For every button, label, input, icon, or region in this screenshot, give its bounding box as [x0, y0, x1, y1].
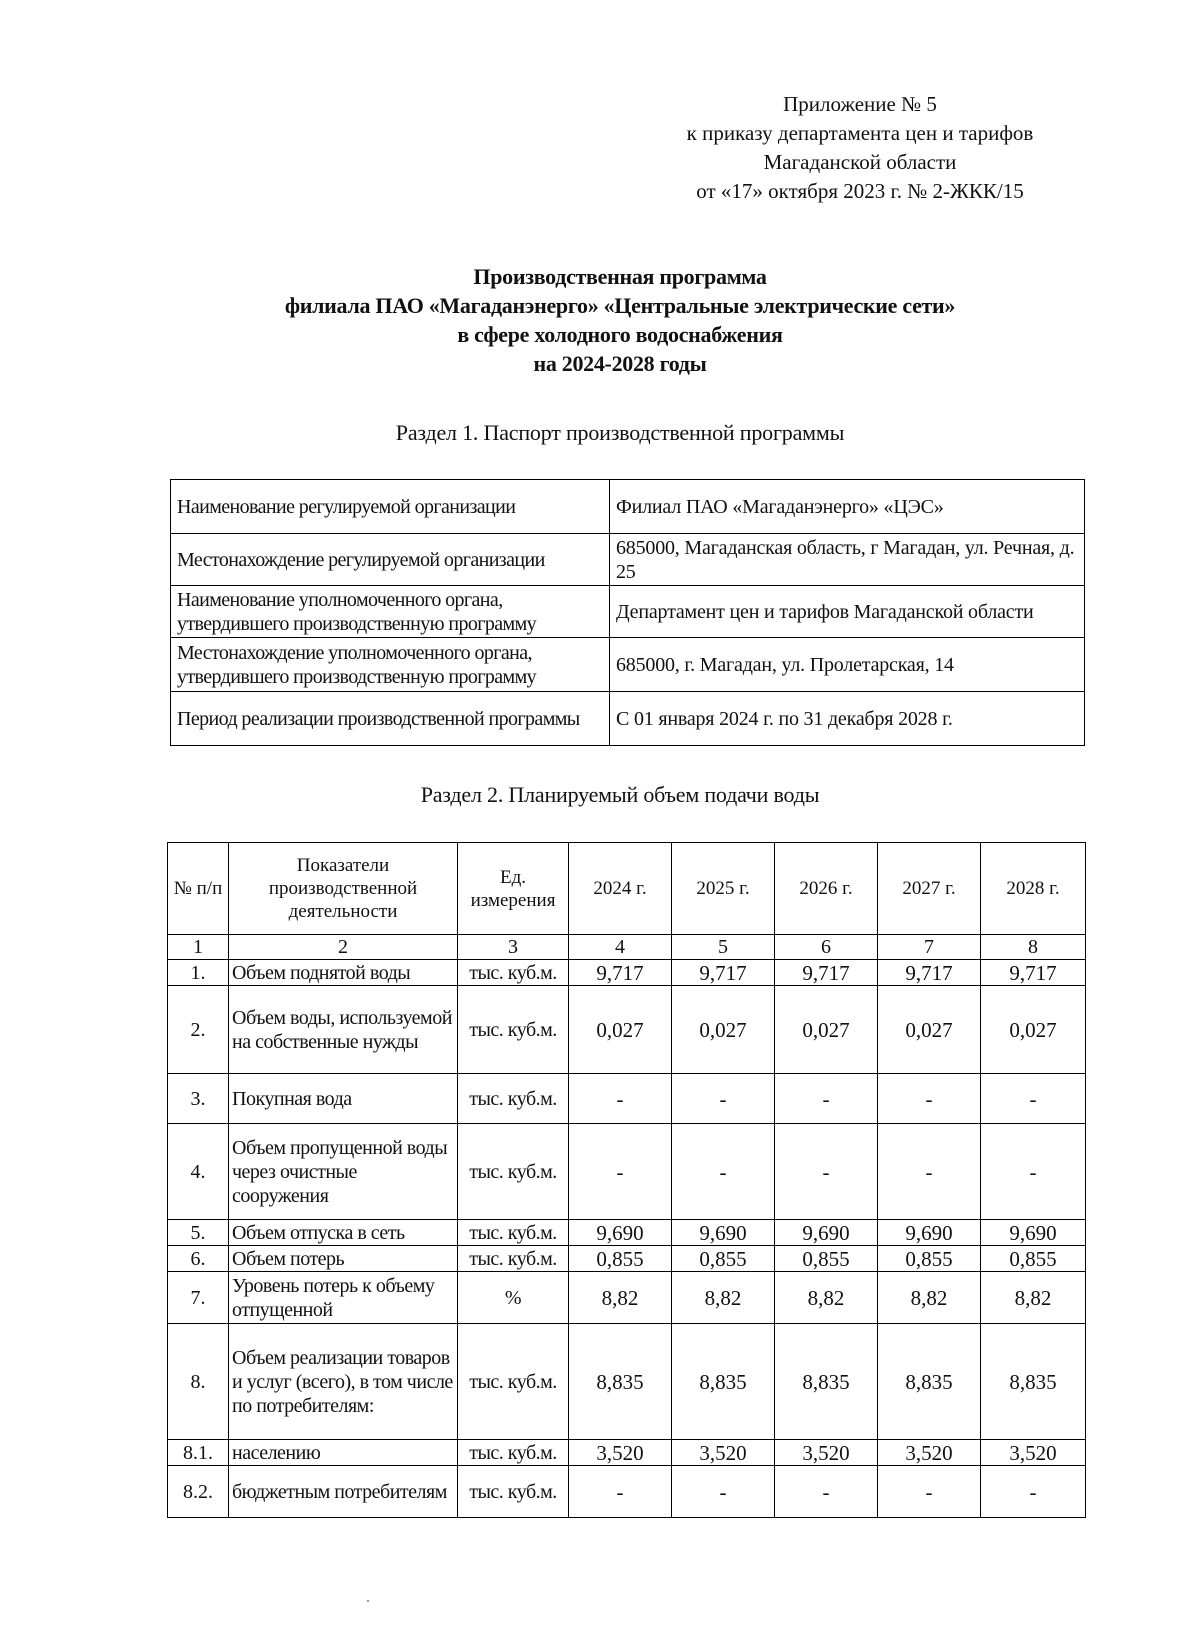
- table-row: [168, 960, 1086, 986]
- table-row: [168, 1466, 1086, 1518]
- row-value-2028: -: [981, 1124, 1086, 1220]
- title-line-2: филиала ПАО «Магаданэнерго» «Центральные электрические сети»: [284, 293, 956, 318]
- row-value-2025: 3,520: [672, 1440, 775, 1466]
- row-unit: тыс. куб.м.: [458, 1324, 569, 1440]
- column-number: 6: [775, 935, 878, 960]
- row-unit: тыс. куб.м.: [458, 986, 569, 1074]
- header-year-2024: 2024 г.: [569, 843, 672, 935]
- column-number: 5: [672, 935, 775, 960]
- row-value-2025: -: [672, 1466, 775, 1518]
- passport-row: [171, 638, 1085, 692]
- row-number: 8.1.: [168, 1440, 229, 1466]
- row-number: 5.: [168, 1220, 229, 1246]
- passport-value: Департамент цен и тарифов Магаданской области: [610, 586, 1085, 638]
- row-value-2025: 0,027: [672, 986, 775, 1074]
- row-value-2028: 9,717: [981, 960, 1086, 986]
- row-value-2028: -: [981, 1074, 1086, 1124]
- row-value-2028: 9,690: [981, 1220, 1086, 1246]
- row-number: 2.: [168, 986, 229, 1074]
- row-number: 8.: [168, 1324, 229, 1440]
- header-year-2025: 2025 г.: [672, 843, 775, 935]
- appendix-number: Приложение № 5: [783, 92, 937, 116]
- passport-value: 685000, г. Магадан, ул. Пролетарская, 14: [610, 638, 1085, 692]
- row-indicator: населению: [229, 1440, 458, 1466]
- row-number: 4.: [168, 1124, 229, 1220]
- header-unit: Ед. измерения: [458, 843, 569, 935]
- appendix-region: Магаданской области: [763, 150, 957, 174]
- section-2-heading: Раздел 2. Планируемый объем подачи воды: [420, 782, 820, 807]
- passport-value: С 01 января 2024 г. по 31 декабря 2028 г.: [610, 692, 1085, 746]
- appendix-block: [640, 90, 1080, 206]
- row-value-2028: 8,835: [981, 1324, 1086, 1440]
- table-row: [168, 1124, 1086, 1220]
- row-value-2028: 3,520: [981, 1440, 1086, 1466]
- passport-table: [170, 479, 1085, 746]
- row-value-2027: 3,520: [878, 1440, 981, 1466]
- column-number: 4: [569, 935, 672, 960]
- passport-value: Филиал ПАО «Магаданэнерго» «ЦЭС»: [610, 480, 1085, 534]
- row-value-2027: -: [878, 1074, 981, 1124]
- row-value-2026: 9,717: [775, 960, 878, 986]
- row-value-2026: -: [775, 1124, 878, 1220]
- passport-label: Местонахождение уполномоченного органа, утвердившего производственную программу: [171, 638, 610, 692]
- row-value-2027: 8,835: [878, 1324, 981, 1440]
- table-body: [168, 960, 1086, 1518]
- row-value-2024: 8,82: [569, 1272, 672, 1324]
- row-indicator: Объем пропущенной воды через очистные сооружения: [229, 1124, 458, 1220]
- title-line-3: в сфере холодного водоснабжения: [457, 322, 783, 347]
- table-header-row: [168, 843, 1086, 935]
- row-value-2024: 0,855: [569, 1246, 672, 1272]
- row-value-2026: 0,027: [775, 986, 878, 1074]
- table-row: [168, 986, 1086, 1074]
- row-value-2028: -: [981, 1466, 1086, 1518]
- row-value-2026: -: [775, 1074, 878, 1124]
- column-number: 3: [458, 935, 569, 960]
- row-value-2027: 0,027: [878, 986, 981, 1074]
- row-value-2025: 8,82: [672, 1272, 775, 1324]
- row-value-2026: -: [775, 1466, 878, 1518]
- document-title: [160, 262, 1080, 378]
- passport-label: Наименование уполномоченного органа, утвердившего производственную программу: [171, 586, 610, 638]
- row-value-2024: 3,520: [569, 1440, 672, 1466]
- row-unit: тыс. куб.м.: [458, 1246, 569, 1272]
- appendix-order: к приказу департамента цен и тарифов: [686, 121, 1034, 145]
- section-1-heading: Раздел 1. Паспорт производственной программы: [395, 420, 845, 445]
- row-number: 8.2.: [168, 1466, 229, 1518]
- row-value-2024: 8,835: [569, 1324, 672, 1440]
- row-unit: %: [458, 1272, 569, 1324]
- row-unit: тыс. куб.м.: [458, 1124, 569, 1220]
- row-indicator: бюджетным потребителям: [229, 1466, 458, 1518]
- title-line-4: на 2024-2028 годы: [533, 351, 707, 376]
- header-indicator: Показатели производственной деятельности: [229, 843, 458, 935]
- table-row: [168, 1272, 1086, 1324]
- row-value-2027: 9,690: [878, 1220, 981, 1246]
- passport-label: Период реализации производственной программы: [171, 692, 610, 746]
- scan-speck: [367, 1600, 369, 1602]
- row-number: 3.: [168, 1074, 229, 1124]
- header-year-2026: 2026 г.: [775, 843, 878, 935]
- row-number: 6.: [168, 1246, 229, 1272]
- row-value-2026: 8,82: [775, 1272, 878, 1324]
- row-value-2025: 8,835: [672, 1324, 775, 1440]
- passport-value: 685000, Магаданская область, г Магадан, ул. Речная, д. 25: [610, 534, 1085, 586]
- appendix-date: от «17» октября 2023 г. № 2-ЖКК/15: [696, 179, 1024, 203]
- row-value-2028: 8,82: [981, 1272, 1086, 1324]
- row-value-2025: -: [672, 1074, 775, 1124]
- column-number: 8: [981, 935, 1086, 960]
- header-year-2027: 2027 г.: [878, 843, 981, 935]
- row-value-2027: 9,717: [878, 960, 981, 986]
- row-indicator: Объем реализации товаров и услуг (всего), в том числе по потребителям:: [229, 1324, 458, 1440]
- row-unit: тыс. куб.м.: [458, 1220, 569, 1246]
- row-indicator: Объем отпуска в сеть: [229, 1220, 458, 1246]
- header-year-2028: 2028 г.: [981, 843, 1086, 935]
- row-value-2025: 9,690: [672, 1220, 775, 1246]
- row-value-2028: 0,027: [981, 986, 1086, 1074]
- row-value-2024: -: [569, 1124, 672, 1220]
- row-indicator: Объем поднятой воды: [229, 960, 458, 986]
- row-indicator: Объем потерь: [229, 1246, 458, 1272]
- title-line-1: Производственная программа: [473, 264, 767, 289]
- table-row: [168, 1440, 1086, 1466]
- row-value-2025: 0,855: [672, 1246, 775, 1272]
- row-unit: тыс. куб.м.: [458, 1074, 569, 1124]
- row-value-2027: -: [878, 1466, 981, 1518]
- header-num: № п/п: [168, 843, 229, 935]
- passport-row: [171, 692, 1085, 746]
- passport-row: [171, 534, 1085, 586]
- row-value-2026: 3,520: [775, 1440, 878, 1466]
- table-row: [168, 1324, 1086, 1440]
- column-number: 1: [168, 935, 229, 960]
- row-value-2026: 0,855: [775, 1246, 878, 1272]
- row-value-2024: -: [569, 1466, 672, 1518]
- row-value-2024: 0,027: [569, 986, 672, 1074]
- water-volume-table: [167, 842, 1086, 1518]
- row-number: 1.: [168, 960, 229, 986]
- passport-label: Наименование регулируемой организации: [171, 480, 610, 534]
- table-row: [168, 1246, 1086, 1272]
- passport-label: Местонахождение регулируемой организации: [171, 534, 610, 586]
- row-unit: тыс. куб.м.: [458, 1440, 569, 1466]
- row-indicator: Объем воды, используемой на собственные нужды: [229, 986, 458, 1074]
- row-unit: тыс. куб.м.: [458, 960, 569, 986]
- table-row: [168, 1220, 1086, 1246]
- column-number: 7: [878, 935, 981, 960]
- row-value-2028: 0,855: [981, 1246, 1086, 1272]
- row-value-2024: 9,717: [569, 960, 672, 986]
- row-indicator: Уровень потерь к объему отпущенной: [229, 1272, 458, 1324]
- row-value-2027: -: [878, 1124, 981, 1220]
- row-number: 7.: [168, 1272, 229, 1324]
- row-value-2026: 9,690: [775, 1220, 878, 1246]
- row-value-2025: -: [672, 1124, 775, 1220]
- row-unit: тыс. куб.м.: [458, 1466, 569, 1518]
- column-numbers-row: [168, 935, 1086, 960]
- row-value-2026: 8,835: [775, 1324, 878, 1440]
- row-indicator: Покупная вода: [229, 1074, 458, 1124]
- row-value-2025: 9,717: [672, 960, 775, 986]
- passport-row: [171, 586, 1085, 638]
- passport-row: [171, 480, 1085, 534]
- table-row: [168, 1074, 1086, 1124]
- row-value-2027: 0,855: [878, 1246, 981, 1272]
- row-value-2024: 9,690: [569, 1220, 672, 1246]
- row-value-2027: 8,82: [878, 1272, 981, 1324]
- column-number: 2: [229, 935, 458, 960]
- row-value-2024: -: [569, 1074, 672, 1124]
